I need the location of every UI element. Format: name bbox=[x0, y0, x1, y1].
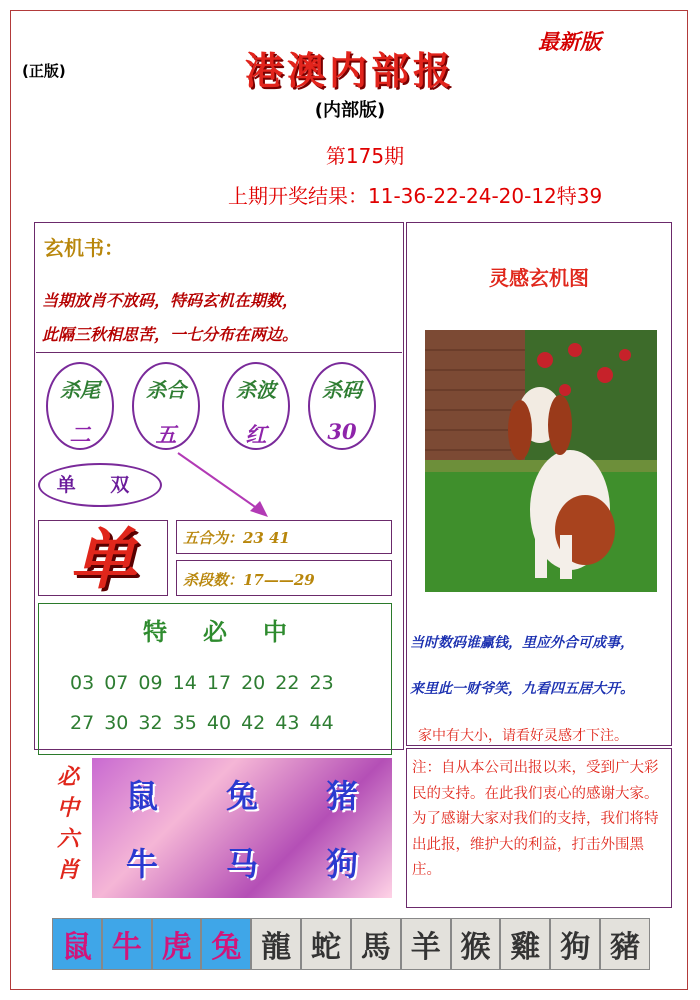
six-zodiac-char: 中 bbox=[56, 795, 79, 821]
must-hit-row-2: 27 30 32 35 40 42 43 44 bbox=[70, 712, 334, 734]
odd-even-oval: 单 双 bbox=[38, 463, 162, 507]
six-zodiac-grid bbox=[92, 758, 392, 898]
zodiac-cell-dog: 狗 bbox=[550, 918, 600, 970]
odd-box bbox=[38, 520, 168, 596]
xuanjishu-line-2: 此隔三秋相思苦，一七分布在两边。 bbox=[42, 325, 299, 344]
zodiac-cell-goat: 羊 bbox=[401, 918, 451, 970]
zodiac-cell-snake: 蛇 bbox=[301, 918, 351, 970]
zodiac-ox: 牛 bbox=[125, 845, 158, 883]
five-combo-text: 五合为：23 41 bbox=[183, 529, 290, 547]
kill-number-value: 30 bbox=[327, 419, 357, 444]
must-hit-title: 特必中 bbox=[143, 617, 323, 646]
page-title: 港澳内部报 bbox=[244, 48, 455, 93]
six-zodiac-char: 肖 bbox=[56, 857, 79, 883]
zodiac-cell-ox: 牛 bbox=[102, 918, 152, 970]
kill-combo-value: 五 bbox=[155, 422, 177, 447]
six-zodiac-label bbox=[48, 762, 88, 886]
kill-combo-oval bbox=[132, 362, 200, 450]
must-hit-row-1: 03 07 09 14 17 20 22 23 bbox=[70, 672, 334, 694]
kill-wave-value: 红 bbox=[245, 422, 267, 447]
issue-number: 第175期 bbox=[325, 144, 405, 168]
right-verse-1: 当时数码谁赢钱，里应外合可成事， bbox=[410, 635, 634, 651]
zodiac-bar bbox=[52, 918, 650, 970]
arrow-icon bbox=[170, 445, 280, 525]
zodiac-cell-pig: 豬 bbox=[600, 918, 650, 970]
zodiac-rabbit: 兔 bbox=[225, 777, 258, 815]
kill-tail-oval bbox=[46, 362, 114, 450]
dog-photo bbox=[425, 330, 657, 592]
kill-segment-box bbox=[176, 560, 392, 596]
right-warning: 家中有大小，请看好灵感才下注。 bbox=[418, 728, 628, 744]
kill-tail-label: 杀尾 bbox=[60, 378, 100, 402]
zodiac-pig: 猪 bbox=[325, 777, 358, 815]
zodiac-cell-rabbit: 兔 bbox=[201, 918, 251, 970]
zodiac-cell-tiger: 虎 bbox=[152, 918, 202, 970]
six-zodiac-char: 必 bbox=[56, 764, 79, 790]
zodiac-cell-dragon: 龍 bbox=[251, 918, 301, 970]
zodiac-horse: 马 bbox=[225, 845, 258, 883]
kill-tail-value: 二 bbox=[69, 422, 91, 447]
zodiac-dog: 狗 bbox=[325, 845, 358, 883]
xuanjishu-title: 玄机书： bbox=[44, 236, 124, 260]
odd-char: 单 bbox=[70, 520, 136, 598]
notice-text: 注：自从本公司出报以来，受到广大彩民的支持。在此我们衷心的感谢大家。为了感谢大家对我们的支持，我们将特出此报，维护大的利益，打击外围黑庄。 bbox=[412, 760, 659, 878]
xuanjishu-line-1: 当期放肖不放码，特码玄机在期数， bbox=[42, 291, 299, 310]
zodiac-cell-rat: 鼠 bbox=[52, 918, 102, 970]
last-result: 上期开奖结果：11-36-22-24-20-12特39 bbox=[228, 184, 603, 208]
zodiac-cell-monkey: 猴 bbox=[451, 918, 501, 970]
kill-wave-oval bbox=[222, 362, 290, 450]
five-combo-box bbox=[176, 520, 392, 554]
zodiac-rat: 鼠 bbox=[125, 777, 158, 815]
inspiration-title: 灵感玄机图 bbox=[489, 266, 589, 290]
kill-number-oval bbox=[308, 362, 376, 450]
latest-edition-label: 最新版 bbox=[538, 29, 601, 54]
kill-number-label: 杀码 bbox=[322, 378, 362, 402]
divider bbox=[36, 352, 402, 353]
internal-edition-label: (内部版) bbox=[314, 100, 386, 121]
kill-combo-label: 杀合 bbox=[146, 378, 186, 402]
zodiac-cell-rooster: 雞 bbox=[500, 918, 550, 970]
right-verse-2: 来里此一财爷笑，九看四五居大开。 bbox=[410, 681, 634, 697]
kill-wave-label: 杀波 bbox=[236, 378, 276, 402]
zodiac-cell-horse: 馬 bbox=[351, 918, 401, 970]
six-zodiac-char: 六 bbox=[56, 826, 79, 852]
kill-segment-text: 杀段数：17——29 bbox=[183, 571, 315, 589]
zhengban-label: (正版) bbox=[22, 62, 66, 80]
